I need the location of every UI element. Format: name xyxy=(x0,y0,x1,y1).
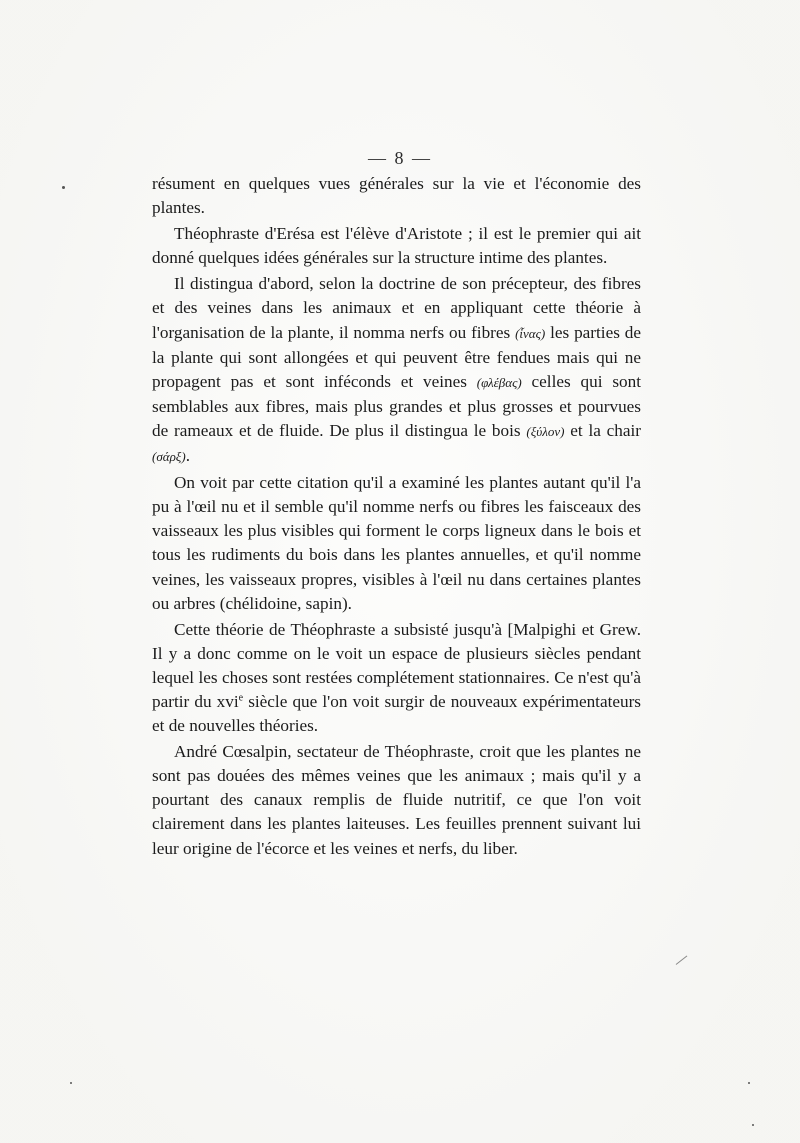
greek-term-inas: (ἶνας) xyxy=(515,325,546,341)
paragraph-5-text-1: Cette théorie de Théophraste a subsisté jusqu'à [Malpighi et Grew. Il y a donc comme on le voit un espace de plusieurs siècles pendant lequel les choses sont restées complétement stationnaires. Ce n'est qu'à partir du xvi xyxy=(152,619,641,711)
paragraph-5-text-2: siècle que l'on voit surgir de nouveaux expérimentateurs et de nouvelles théories. xyxy=(152,691,641,736)
paragraph-3-text-4: et la chair xyxy=(564,420,641,440)
scan-scratch xyxy=(676,955,688,964)
greek-term-xylon: (ξύλον) xyxy=(526,423,565,439)
greek-term-sarx: (σάρξ) xyxy=(152,449,186,465)
paragraph-1: résument en quelques vues générales sur la vie et l'économie des plantes. xyxy=(152,174,641,218)
body-text xyxy=(152,172,641,863)
paragraph-3-text-2: les parties de la plante qui sont allongées et qui peuvent être fendues mais qui ne propagent pas et sont inféconds et veines xyxy=(152,322,641,391)
scan-speck xyxy=(752,1124,754,1126)
page-number: — 8 — xyxy=(368,148,432,168)
paragraph-3-text-3: celles qui sont semblables aux fibres, mais plus grandes et plus grosses et pourvues de rameaux et de fluide. De plus il distingua le bois xyxy=(152,371,641,440)
paragraph-3-text-1: Il distingua d'abord, selon la doctrine de son précepteur, des fibres et des veines dans les animaux et en appliquant cette théorie à l'organisation de la plante, il nomma nerfs ou fibres xyxy=(152,274,641,342)
scan-speck xyxy=(748,1082,750,1084)
scan-speck xyxy=(62,186,65,189)
paragraph-2: Théophraste d'Erésa est l'élève d'Aristote ; il est le premier qui ait donné quelques idées générales sur la structure intime des plantes. xyxy=(152,224,641,268)
paragraph-3 xyxy=(152,272,641,469)
paragraph-5 xyxy=(152,618,641,738)
paragraph-4: On voit par cette citation qu'il a examiné les plantes autant qu'il l'a pu à l'œil nu et il semble qu'il nomme nerfs ou fibres les faisceaux des vaisseaux les plus visibles qui forment le corps ligneux dans le bois et tous les rudiments du bois dans les plantes annuelles, et qu'il nomme veines, les vaisseaux propres, visibles à l'œil nu dans certaines plantes ou arbres (chélidoine, sapin). xyxy=(152,473,641,613)
scan-speck xyxy=(70,1082,72,1084)
century-superscript: e xyxy=(238,692,244,704)
paragraph-3-text-5: . xyxy=(185,446,190,466)
greek-term-phlebas: (φλέβας) xyxy=(476,374,522,390)
paragraph-6: André Cœsalpin, sectateur de Théophraste, croit que les plantes ne sont pas douées des mêmes veines que les animaux ; mais qu'il y a pourtant des canaux remplis de fluide nutritif, ce que l'on voit clairement dans les plantes laiteuses. Les feuilles prennent suivant lui leur origine de l'écorce et les veines et nerfs, du liber. xyxy=(152,742,641,858)
